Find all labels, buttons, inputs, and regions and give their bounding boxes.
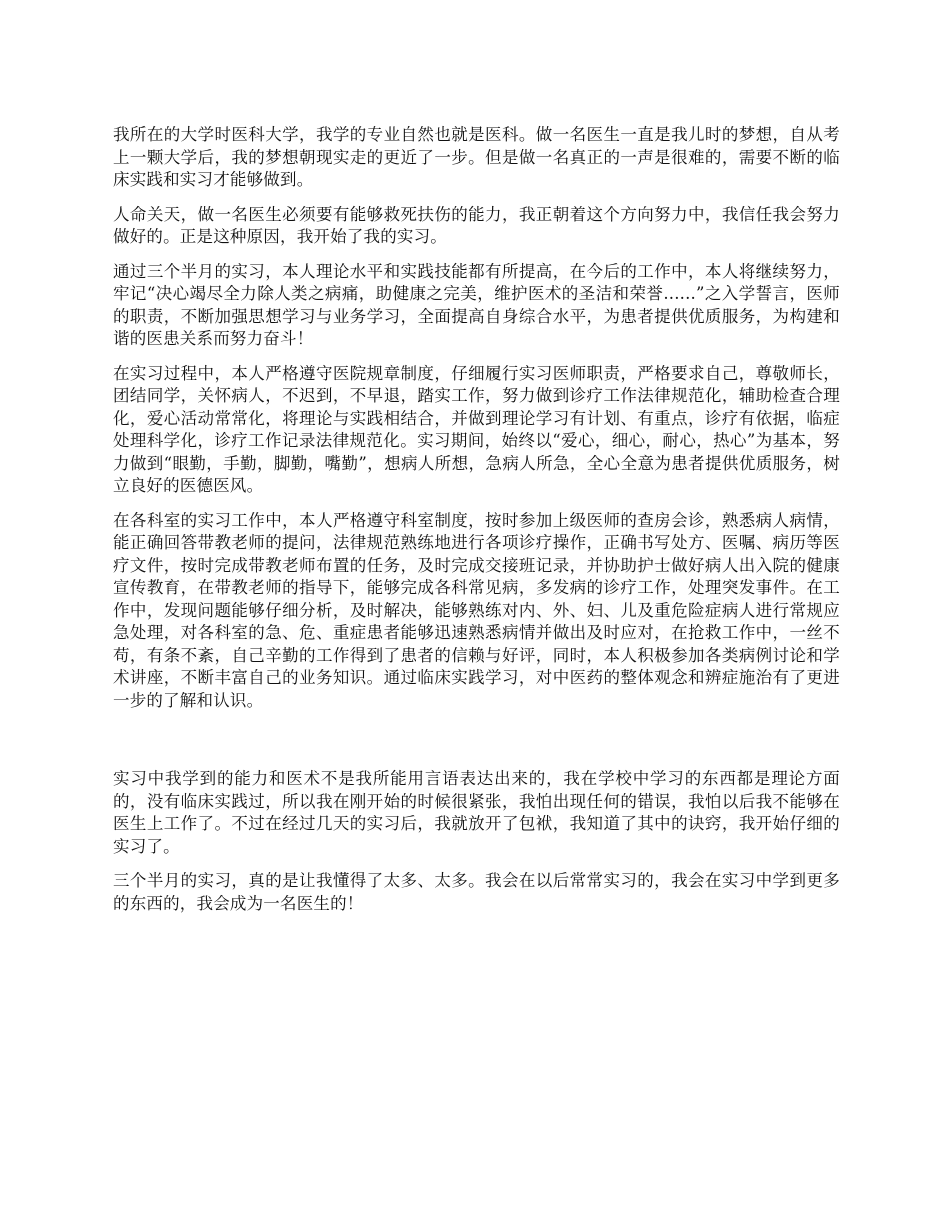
- paragraph-responsibility: 人命关天，做一名医生必须要有能够救死扶伤的能力，我正朝着这个方向努力中，我信任我会努力做好的。正是这种原因，我开始了我的实习。: [113, 204, 840, 246]
- paragraph-learning: 实习中我学到的能力和医术不是我所能用言语表达出来的，我在学校中学习的东西都是理论方面的，没有临床实践过，所以我在刚开始的时候很紧张，我怕出现任何的错误，我怕以后我不能够在医生上工作了。不过在经过几天的实习后，我就放开了包袱，我知道了其中的诀窍，我开始仔细的实习了。: [113, 769, 840, 856]
- paragraph-internship-process: 在实习过程中，本人严格遵守医院规章制度，仔细履行实习医师职责，严格要求自己，尊敬师长，团结同学，关怀病人，不迟到，不早退，踏实工作，努力做到诊疗工作法律规范化，辅助检查合理化，爱心活动常常化，将理论与实践相结合，并做到理论学习有计划、有重点，诊疗有依据，临症处理科学化，诊疗工作记录法律规范化。实习期间，始终以“爱心，细心，耐心，热心”为基本，努力做到“眼勤，手勤，脚勤，嘴勤”，想病人所想，急病人所急，全心全意为患者提供优质服务，树立良好的医德医风。: [113, 363, 840, 495]
- paragraph-department-work: 在各科室的实习工作中，本人严格遵守科室制度，按时参加上级医师的查房会诊，熟悉病人病情，能正确回答带教老师的提问，法律规范熟练地进行各项诊疗操作，正确书写处方、医嘱、病历等医疗文件，按时完成带教老师布置的任务，及时完成交接班记录，并协助护士做好病人出入院的健康宣传教育，在带教老师的指导下，能够完成各科常见病，多发病的诊疗工作，处理突发事件。在工作中，发现问题能够仔细分析，及时解决，能够熟练对内、外、妇、儿及重危险症病人进行常规应急处理，对各科室的急、危、重症患者能够迅速熟悉病情并做出及时应对，在抢救工作中，一丝不苟，有条不紊，自己辛勤的工作得到了患者的信赖与好评，同时，本人积极参加各类病例讨论和学术讲座，不断丰富自己的业务知识。通过临床实践学习，对中医药的整体观念和辨症施治有了更进一步的了解和认识。: [113, 510, 840, 710]
- paragraph-progress: 通过三个半月的实习，本人理论水平和实践技能都有所提高，在今后的工作中，本人将继续努力，牢记“决心竭尽全力除人类之病痛，助健康之完美，维护医术的圣洁和荣誉......”之入学誓言，医师的职责，不断加强思想学习与业务学习，全面提高自身综合水平，为患者提供优质服务，为构建和谐的医患关系而努力奋斗！: [113, 261, 840, 348]
- paragraph-conclusion: 三个半月的实习，真的是让我懂得了太多、太多。我会在以后常常实习的，我会在实习中学到更多的东西的，我会成为一名医生的！: [113, 871, 840, 913]
- document-body: [113, 124, 840, 927]
- paragraph-dream: 我所在的大学时医科大学，我学的专业自然也就是医科。做一名医生一直是我儿时的梦想，自从考上一颗大学后，我的梦想朝现实走的更近了一步。但是做一名真正的一声是很难的，需要不断的临床实践和实习才能够做到。: [113, 125, 840, 189]
- section-spacer: [113, 724, 840, 768]
